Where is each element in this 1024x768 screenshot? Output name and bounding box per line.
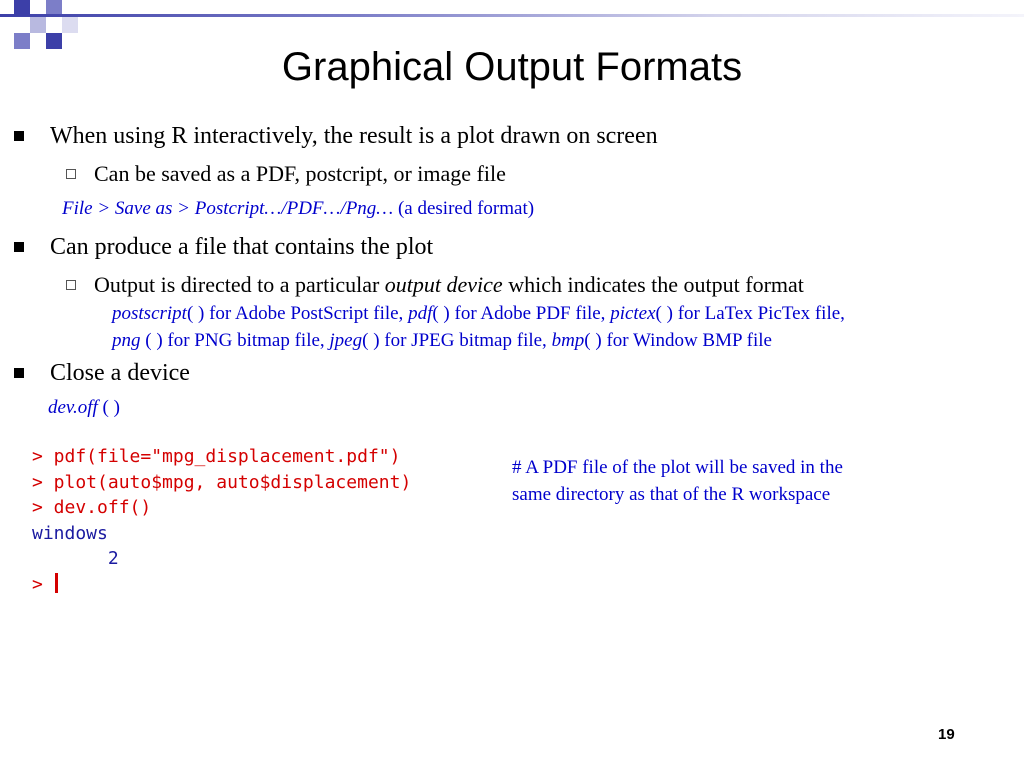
menu-path-note: (a desired format) <box>397 198 535 219</box>
fn-desc: ( ) for Adobe PostScript file, <box>186 303 409 324</box>
sub-bullet-box <box>66 280 76 290</box>
fn-desc: ( ) for PNG bitmap file, <box>140 330 330 351</box>
fn-name: dev.off <box>48 397 98 418</box>
decor-square <box>14 0 30 16</box>
text-before: Output is directed to a particular <box>94 272 385 297</box>
menu-path: File > Save as > Postcript…/PDF…/Png… <box>62 198 394 219</box>
text-after: which indicates the output format <box>502 272 804 297</box>
fn-name: png <box>112 330 141 351</box>
bullet-text: Can produce a file that contains the plot <box>50 234 434 260</box>
fn-name: bmp <box>551 330 585 351</box>
fn-name: postscript <box>112 303 187 324</box>
decor-square <box>62 17 78 33</box>
decor-square <box>46 0 62 14</box>
sub-bullet-text: Can be saved as a PDF, postcript, or image file <box>94 161 506 186</box>
comment-line2: same directory as that of the R workspace <box>512 484 831 505</box>
console-prompt: > <box>32 573 43 595</box>
emphasis: output device <box>384 272 503 297</box>
fn-name: pdf <box>408 303 433 324</box>
menu-path-line <box>62 197 534 221</box>
sub-bullet-text <box>94 272 804 298</box>
console-line: > plot(auto$mpg, auto$displacement) <box>32 471 412 493</box>
console-prompt-line <box>32 572 411 598</box>
r-console <box>32 444 411 597</box>
bullet-text: When using R interactively, the result is a plot drawn on screen <box>50 123 658 149</box>
console-line: > pdf(file="mpg_displacement.pdf") <box>32 446 401 467</box>
fn-desc: ( ) for Adobe PDF file, <box>432 303 611 324</box>
page-number: 19 <box>938 726 955 743</box>
console-line: > dev.off() <box>32 497 152 518</box>
bullet-text: Close a device <box>50 360 190 386</box>
device-functions-line1 <box>112 302 845 326</box>
fn-desc: ( ) for LaTex PicTex file, <box>655 303 845 324</box>
fn-name: jpeg <box>329 330 363 351</box>
console-output-label: windows <box>32 522 108 544</box>
bullet-square <box>14 131 24 141</box>
bullet-square <box>14 368 24 378</box>
header-bar <box>0 14 1024 17</box>
fn-desc: ( ) for JPEG bitmap file, <box>362 330 552 351</box>
decor-square <box>30 17 46 33</box>
fn-desc: ( ) for Window BMP file <box>584 330 772 351</box>
sub-bullet-box <box>66 169 76 179</box>
dev-off-line <box>48 396 120 420</box>
comment-line1: # A PDF file of the plot will be saved in the <box>512 457 843 478</box>
console-output-value: 2 <box>32 548 119 569</box>
bullet-square <box>14 242 24 252</box>
cursor-icon <box>55 573 58 593</box>
slide-title: Graphical Output Formats <box>281 45 743 89</box>
fn-name: pictex <box>610 303 656 324</box>
device-functions-line2 <box>112 329 772 353</box>
fn-args: ( ) <box>97 397 120 418</box>
